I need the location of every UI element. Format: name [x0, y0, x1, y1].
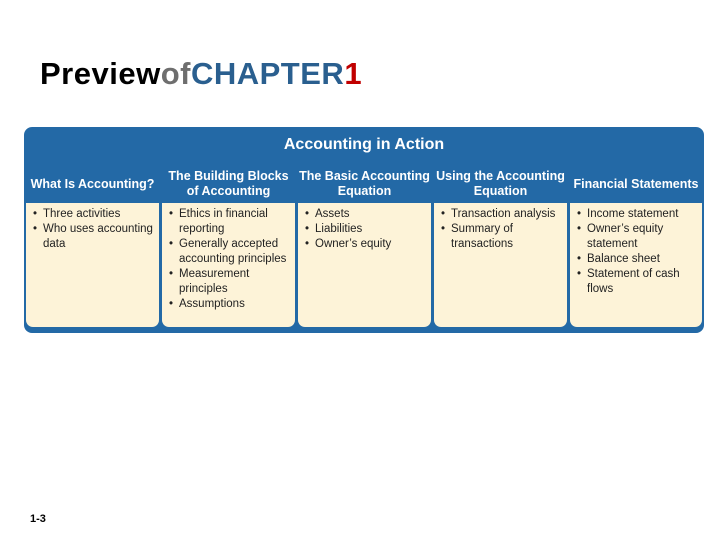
list-item: • Assumptions: [168, 297, 289, 312]
list-item: • Income statement: [576, 207, 696, 222]
list-item: • Assets: [304, 207, 425, 222]
list-item: • Ethics in financial reporting: [168, 207, 289, 237]
list-item: • Three activities: [32, 207, 153, 222]
list-item: • Statement of cash flows: [576, 267, 696, 297]
column-header-basic-equation: The Basic Accounting Equation: [299, 169, 430, 198]
column-header-what-is-accounting: What Is Accounting?: [30, 176, 155, 191]
list-item: • Measurement principles: [168, 267, 289, 297]
bullet-list: [168, 207, 289, 312]
list-item: • Summary of transactions: [440, 222, 561, 252]
list-item: • Transaction analysis: [440, 207, 561, 222]
list-item: • Owner’s equity statement: [576, 222, 696, 252]
bullet-list: [304, 207, 425, 252]
title-of: of: [160, 56, 191, 91]
title-chapter-number: 1: [344, 56, 363, 91]
bullet-list: [32, 207, 153, 252]
column-header-using-equation: Using the Accounting Equation: [436, 169, 565, 198]
column-panel-basic-equation: [298, 203, 431, 327]
bullet-list: [576, 207, 696, 297]
list-item: • Balance sheet: [576, 252, 696, 267]
list-item: • Liabilities: [304, 222, 425, 237]
column-panel-what-is-accounting: [26, 203, 159, 327]
column-panel-building-blocks: [162, 203, 295, 327]
page-number: 1-3: [30, 513, 46, 525]
title-chapter: CHAPTER: [190, 56, 345, 91]
bullet-list: [440, 207, 561, 252]
slide-title: [40, 56, 362, 92]
chapter-overview-diagram: [24, 127, 704, 333]
list-item: • Owner’s equity: [304, 237, 425, 252]
list-item: • Generally accepted accounting principles: [168, 237, 289, 267]
list-item: • Who uses accounting data: [32, 222, 153, 252]
column-header-building-blocks: The Building Blocks of Accounting: [168, 169, 289, 198]
column-header-financial-statements: Financial Statements: [573, 176, 699, 191]
diagram-banner: Accounting in Action: [283, 136, 445, 153]
title-preview: Preview: [40, 56, 161, 91]
column-panel-using-equation: [434, 203, 567, 327]
column-panel-financial-statements: [570, 203, 702, 327]
